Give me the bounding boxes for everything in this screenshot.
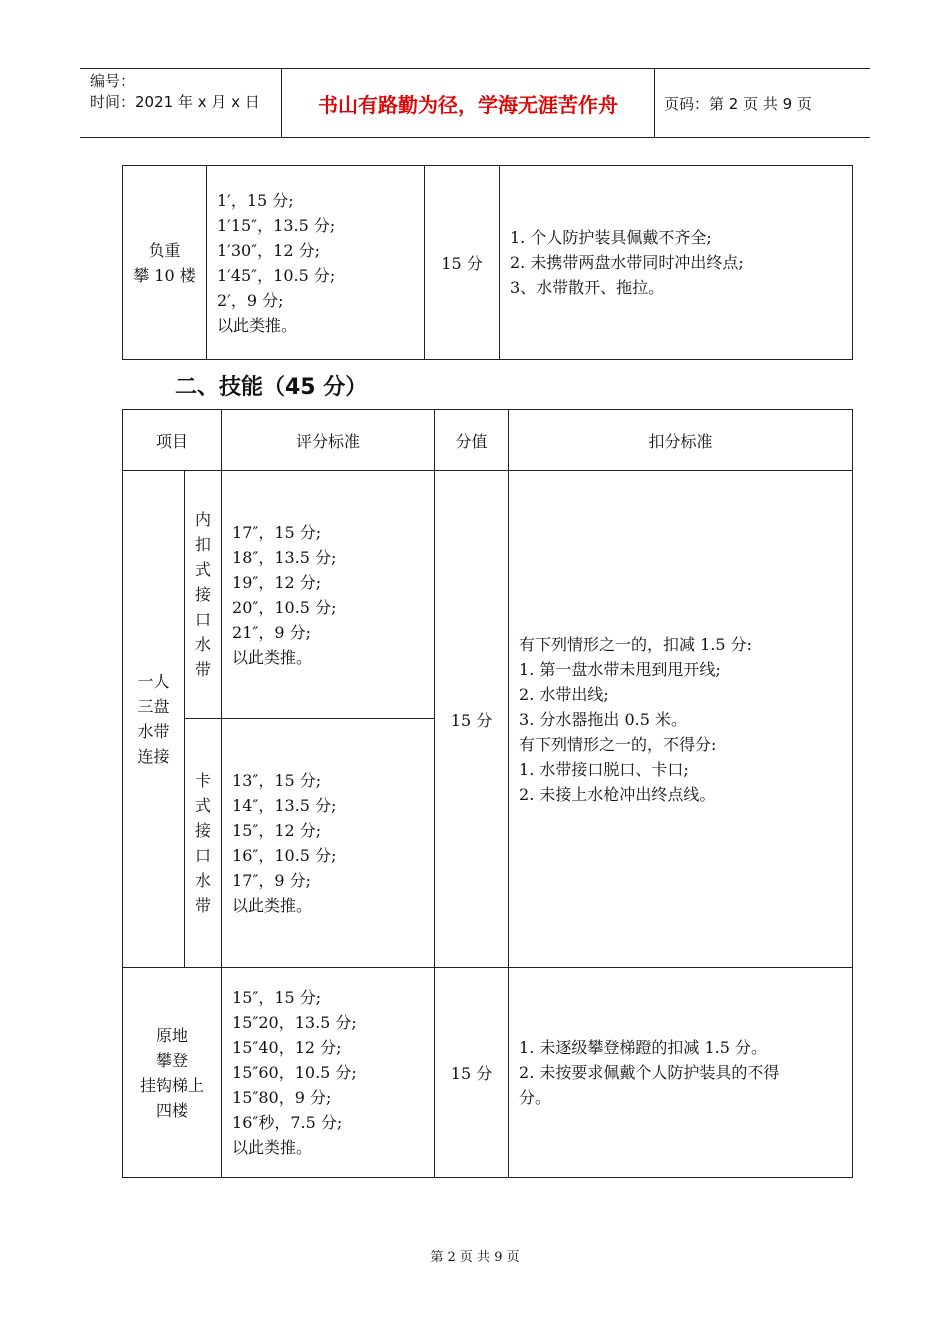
table-row (123, 471, 853, 719)
col-header-score: 分值 (435, 410, 509, 471)
col-header-criteria: 评分标准 (222, 410, 435, 471)
weighted-climb-table (122, 165, 853, 360)
table-row (123, 166, 853, 360)
score-cell: 15 分 (435, 968, 509, 1178)
subitem-cell-inner-coupling: 内 扣 式 接 口 水 带 (185, 471, 222, 719)
skills-table (122, 409, 853, 1178)
score-cell: 15 分 (435, 471, 509, 968)
deduction-cell: 有下列情形之一的，扣减 1.5 分: 1. 第一盘水带未甩到甩开线; 2. 水带出线; 3. 分水器拖出 0.5 米。 有下列情形之一的，不得分: 1. 水带接口脱口、卡口; 2. 未接上水枪冲出终点线。 (509, 471, 853, 968)
item-cell: 原地 攀登 挂钩梯上 四楼 (123, 968, 222, 1178)
time-label: 时间：2021 年 x 月 x 日 (90, 93, 260, 111)
score-cell: 15 分 (425, 166, 500, 360)
criteria-cell: 1′，15 分; 1′15″，13.5 分; 1′30″，12 分; 1′45″，10.5 分; 2′，9 分; 以此类推。 (207, 166, 425, 360)
number-label: 编号： (90, 72, 136, 90)
page-header (80, 68, 870, 138)
table-row (123, 968, 853, 1178)
criteria-cell: 13″，15 分; 14″，13.5 分; 15″，12 分; 16″，10.5 分; 17″，9 分; 以此类推。 (222, 719, 435, 968)
header-page-label: 页码：第 2 页 共 9 页 (664, 94, 812, 113)
item-cell: 一人 三盘 水带 连接 (123, 471, 185, 968)
col-header-item: 项目 (123, 410, 222, 471)
page-footer: 第 2 页 共 9 页 (430, 1250, 520, 1265)
header-meta (80, 69, 282, 137)
deduction-cell: 1. 未逐级攀登梯蹬的扣减 1.5 分。 2. 未按要求佩戴个人防护装具的不得 分。 (509, 968, 853, 1178)
section-title: 二、技能（45 分） (175, 375, 368, 400)
header-row (123, 410, 853, 471)
col-header-deduction: 扣分标准 (509, 410, 853, 471)
header-motto: 书山有路勤为径，学海无涯苦作舟 (282, 69, 655, 137)
criteria-cell: 17″，15 分; 18″，13.5 分; 19″，12 分; 20″，10.5 分; 21″，9 分; 以此类推。 (222, 471, 435, 719)
subitem-cell-clip-coupling: 卡 式 接 口 水 带 (185, 719, 222, 968)
deduction-cell: 1. 个人防护装具佩戴不齐全; 2. 未携带两盘水带同时冲出终点; 3、水带散开、拖拉。 (500, 166, 853, 360)
item-cell: 负重 攀 10 楼 (123, 166, 207, 360)
criteria-cell: 15″，15 分; 15″20，13.5 分; 15″40，12 分; 15″60，10.5 分; 15″80，9 分; 16″秒，7.5 分; 以此类推。 (222, 968, 435, 1178)
